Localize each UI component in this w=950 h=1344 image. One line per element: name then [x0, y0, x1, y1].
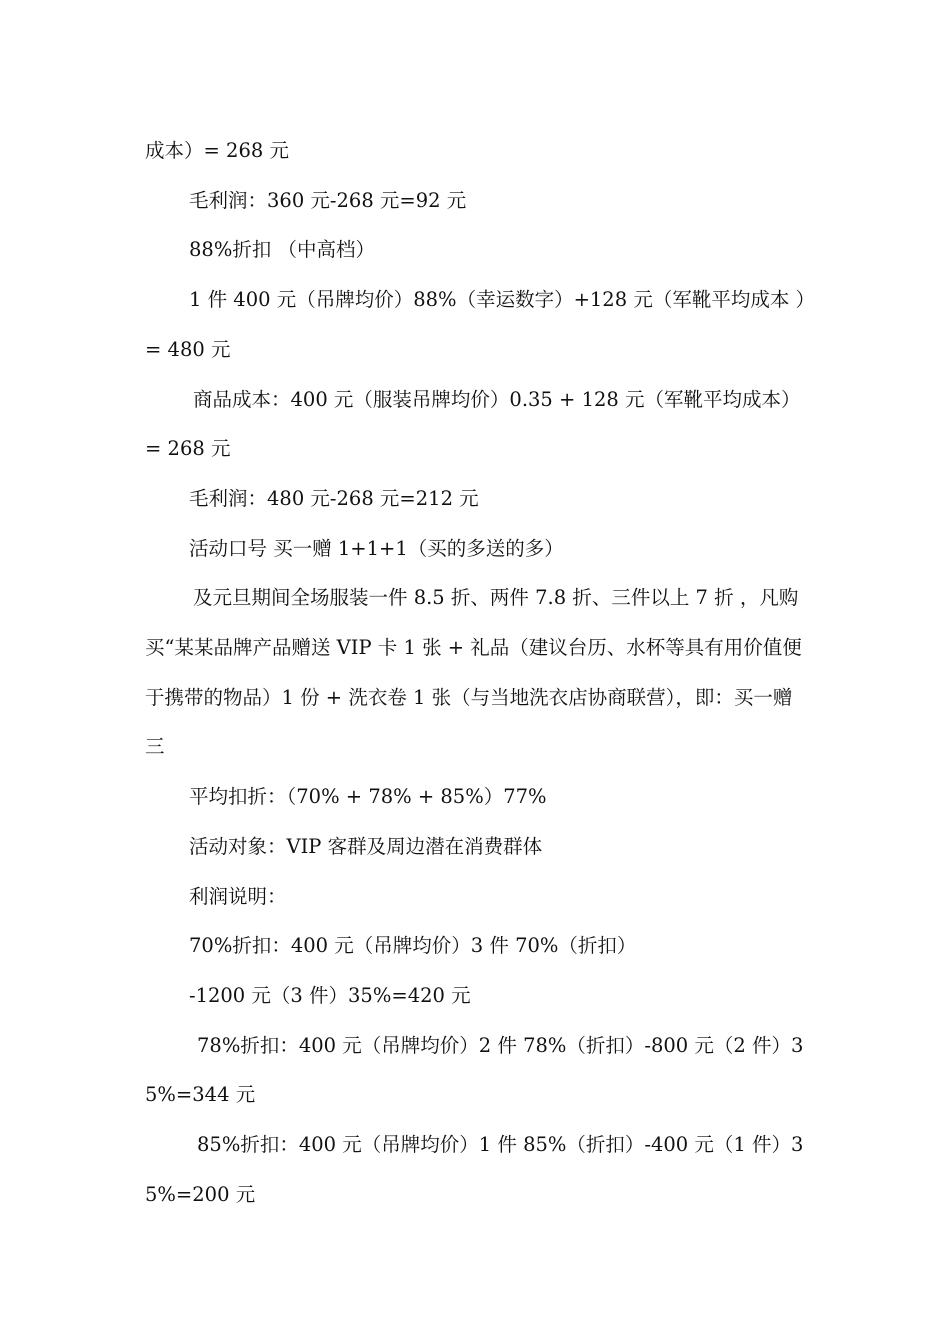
- paragraph-product-cost: 商品成本：400 元（服装吊牌均价）0.35 + 128 元（军靴平均成本） = 268 元: [145, 387, 807, 461]
- paragraph-70-discount: 70%折扣：400 元（吊牌均价）3 件 70%（折扣）: [189, 934, 637, 958]
- document-body: [145, 126, 810, 1219]
- paragraph-88-discount-heading: 88%折扣 （中高档）: [189, 238, 376, 262]
- paragraph-cost-continuation: 成本）= 268 元: [145, 139, 289, 162]
- paragraph-profit-explanation: 利润说明：: [189, 884, 287, 908]
- paragraph-78-discount: 78%折扣：400 元（吊牌均价）2 件 78%（折扣）-800 元（2 件）35%=344 元: [145, 1033, 804, 1107]
- paragraph-new-year-offer: 及元旦期间全场服装一件 8.5 折、两件 7.8 折、三件以上 7 折 ，凡购买“某某品牌产品赠送 VIP 卡 1 张 + 礼品（建议台历、水杯等具有用价值便于携带的物品）1 份 + 洗衣卷 1 张（与当地洗衣店协商联营），即：买一赠三: [145, 586, 802, 759]
- paragraph-average-discount: 平均扣折：（70% + 78% + 85%）77%: [189, 785, 547, 809]
- paragraph-gross-profit-212: 毛利润：480 元-268 元=212 元: [189, 486, 479, 510]
- paragraph-target-audience: 活动对象：VIP 客群及周边潜在消费群体: [189, 834, 543, 858]
- paragraph-campaign-slogan: 活动口号 买一赠 1+1+1（买的多送的多）: [189, 536, 564, 560]
- paragraph-70-discount-result: -1200 元（3 件）35%=420 元: [189, 983, 471, 1007]
- paragraph-88-discount-price: 1 件 400 元（吊牌均价）88%（幸运数字）+128 元（军靴平均成本 ）= 480 元: [145, 288, 806, 361]
- paragraph-85-discount: 85%折扣：400 元（吊牌均价）1 件 85%（折扣）-400 元（1 件）35%=200 元: [145, 1133, 804, 1206]
- paragraph-gross-profit-92: 毛利润：360 元-268 元=92 元: [189, 188, 467, 212]
